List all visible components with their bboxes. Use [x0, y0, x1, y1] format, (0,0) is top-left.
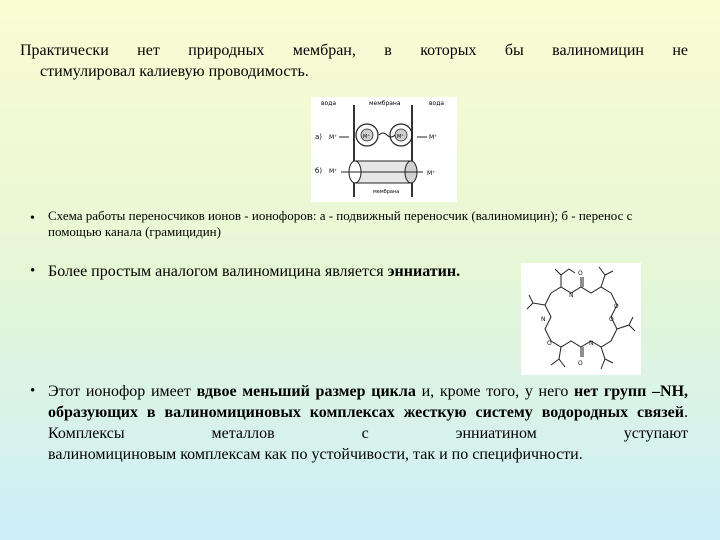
atom-o-1: O: [614, 303, 619, 310]
complex-left-label: M⁺: [363, 134, 370, 140]
atom-o-2: O: [609, 316, 614, 323]
enniatin-paragraph: [48, 262, 460, 282]
ion-right-b: M⁺: [427, 170, 436, 177]
intro-paragraph: [20, 40, 688, 82]
molecule-atom-labels: [541, 270, 619, 367]
enniatin-structure-figure: [521, 263, 641, 375]
enniatin-structure-svg: [521, 263, 641, 375]
bullet-3: •: [30, 383, 36, 399]
label-row-a: a): [315, 133, 323, 141]
intro-line-2: стимулировал калиевую проводимость.: [40, 63, 309, 80]
enniatin-text: Более простым аналогом валиномицина является: [48, 263, 388, 280]
ionophore-paragraph: [48, 381, 688, 465]
bullet-2: •: [30, 263, 36, 279]
ionophore-scheme-figure: [311, 97, 457, 202]
intro-line-1: Практически нет природных мембран, в которых бы валиномицин не: [20, 42, 688, 59]
atom-n-1: N: [569, 292, 574, 299]
bullet-1: •: [30, 211, 35, 226]
p3-last-line: валиномициновым комплексам как по устойчивости, так и по специфичности.: [48, 446, 583, 463]
p3-text-2: и, кроме того, у него: [415, 383, 575, 400]
p3-text-1: Этот ионофор имеет: [48, 383, 197, 400]
p3-bold-1: вдвое меньший размер цикла: [196, 383, 416, 400]
p3-bold-2: нет: [574, 383, 599, 400]
atom-n-2: N: [589, 340, 594, 347]
p3-bold-3: групп –NH, образующих в валиномициновых комплексах жесткую систему водородных связей: [48, 383, 689, 421]
p3-text-3: . Комплексы металлов с энниатином уступают: [48, 404, 688, 442]
atom-o-3: O: [547, 340, 552, 347]
figure-caption: Схема работы переносчиков ионов - ионофоров: а - подвижный переносчик (валиномицин); б - перенос с помощью канала (грамицидин): [48, 208, 633, 239]
label-membrane-bottom: мембрана: [373, 189, 400, 195]
label-row-b: б): [315, 167, 323, 175]
atom-n-3: N: [541, 316, 546, 323]
complex-right-label: M⁺: [397, 134, 404, 140]
ionophore-paragraph-body: [48, 381, 688, 444]
ionophore-scheme-svg: [311, 97, 457, 202]
atom-o-bottom: O: [578, 360, 583, 367]
wave-a: [379, 133, 395, 137]
label-water-left: вода: [321, 100, 337, 107]
ion-right-a: M⁺: [429, 134, 438, 141]
label-water-right: вода: [429, 100, 445, 107]
ion-left-a: M⁺: [329, 134, 338, 141]
ion-left-b: M⁺: [329, 168, 338, 175]
enniatin-bold: энниатин.: [387, 263, 461, 280]
atom-o-top: O: [578, 270, 583, 277]
label-membrane: мембрана: [369, 100, 401, 107]
